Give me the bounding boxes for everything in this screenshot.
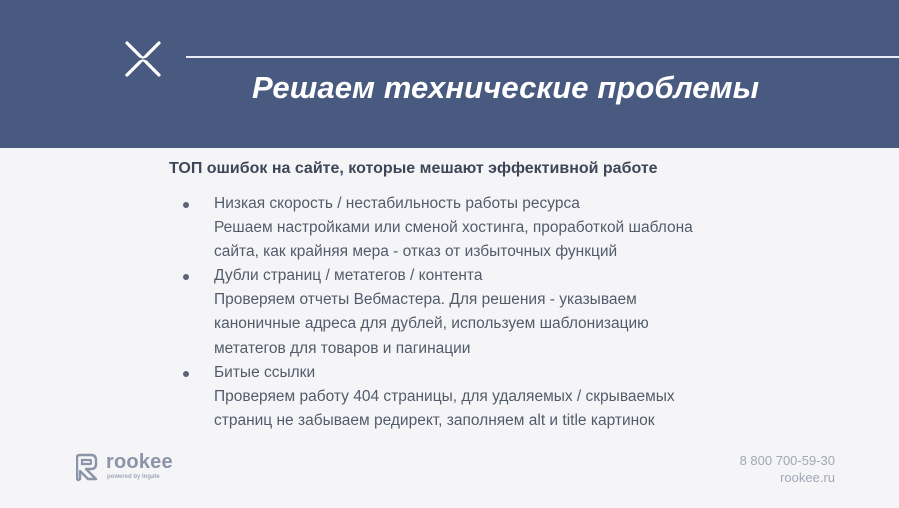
slide-title: Решаем технические проблемы <box>252 70 760 105</box>
list-item <box>169 192 789 264</box>
contact-info <box>740 452 835 486</box>
list-item-title: Низкая скорость / нестабильность работы ресурса <box>214 195 580 212</box>
list-item-title: Битые ссылки <box>214 363 316 381</box>
list-item-description-line: Проверяем работу 404 страницы, для удаляемых / скрываемых <box>214 387 675 405</box>
bullet-icon <box>183 274 189 280</box>
content-subtitle: ТОП ошибок на сайте, которые мешают эффективной работе <box>169 160 658 177</box>
bullet-icon <box>183 371 189 377</box>
list-item-description-line: метатегов для товаров и пагинации <box>214 339 471 357</box>
bullet-icon <box>183 202 189 208</box>
header-divider-line <box>186 56 899 58</box>
list-item-description-line: Проверяем отчеты Вебмастера. Для решения - указываем <box>214 291 637 309</box>
list-item <box>169 264 789 360</box>
x-shape-icon <box>122 38 164 80</box>
rookee-caption: powered by Ingate <box>107 474 160 480</box>
website-link[interactable]: rookee.ru <box>780 470 835 485</box>
rookee-logo-icon <box>76 452 98 482</box>
slide-content <box>169 158 789 433</box>
list-item <box>169 361 789 433</box>
list-item-description-line: страниц не забываем редирект, заполняем alt и title картинок <box>214 411 655 429</box>
rookee-wordmark: rookee <box>106 451 173 473</box>
issues-bullet-list <box>169 192 789 433</box>
phone-number: 8 800 700-59-30 <box>739 453 835 468</box>
rookee-logo <box>76 452 176 484</box>
list-item-description-line: сайта, как крайняя мера - отказ от избыточных функций <box>214 243 618 261</box>
list-item-title: Дубли страниц / метатегов / контента <box>214 267 483 285</box>
list-item-description-line: каноничные адреса для дублей, используем шаблонизацию <box>214 315 649 333</box>
list-item-description-line: Решаем настройками или сменой хостинга, проработкой шаблона <box>214 219 693 237</box>
slide-header <box>0 0 899 148</box>
